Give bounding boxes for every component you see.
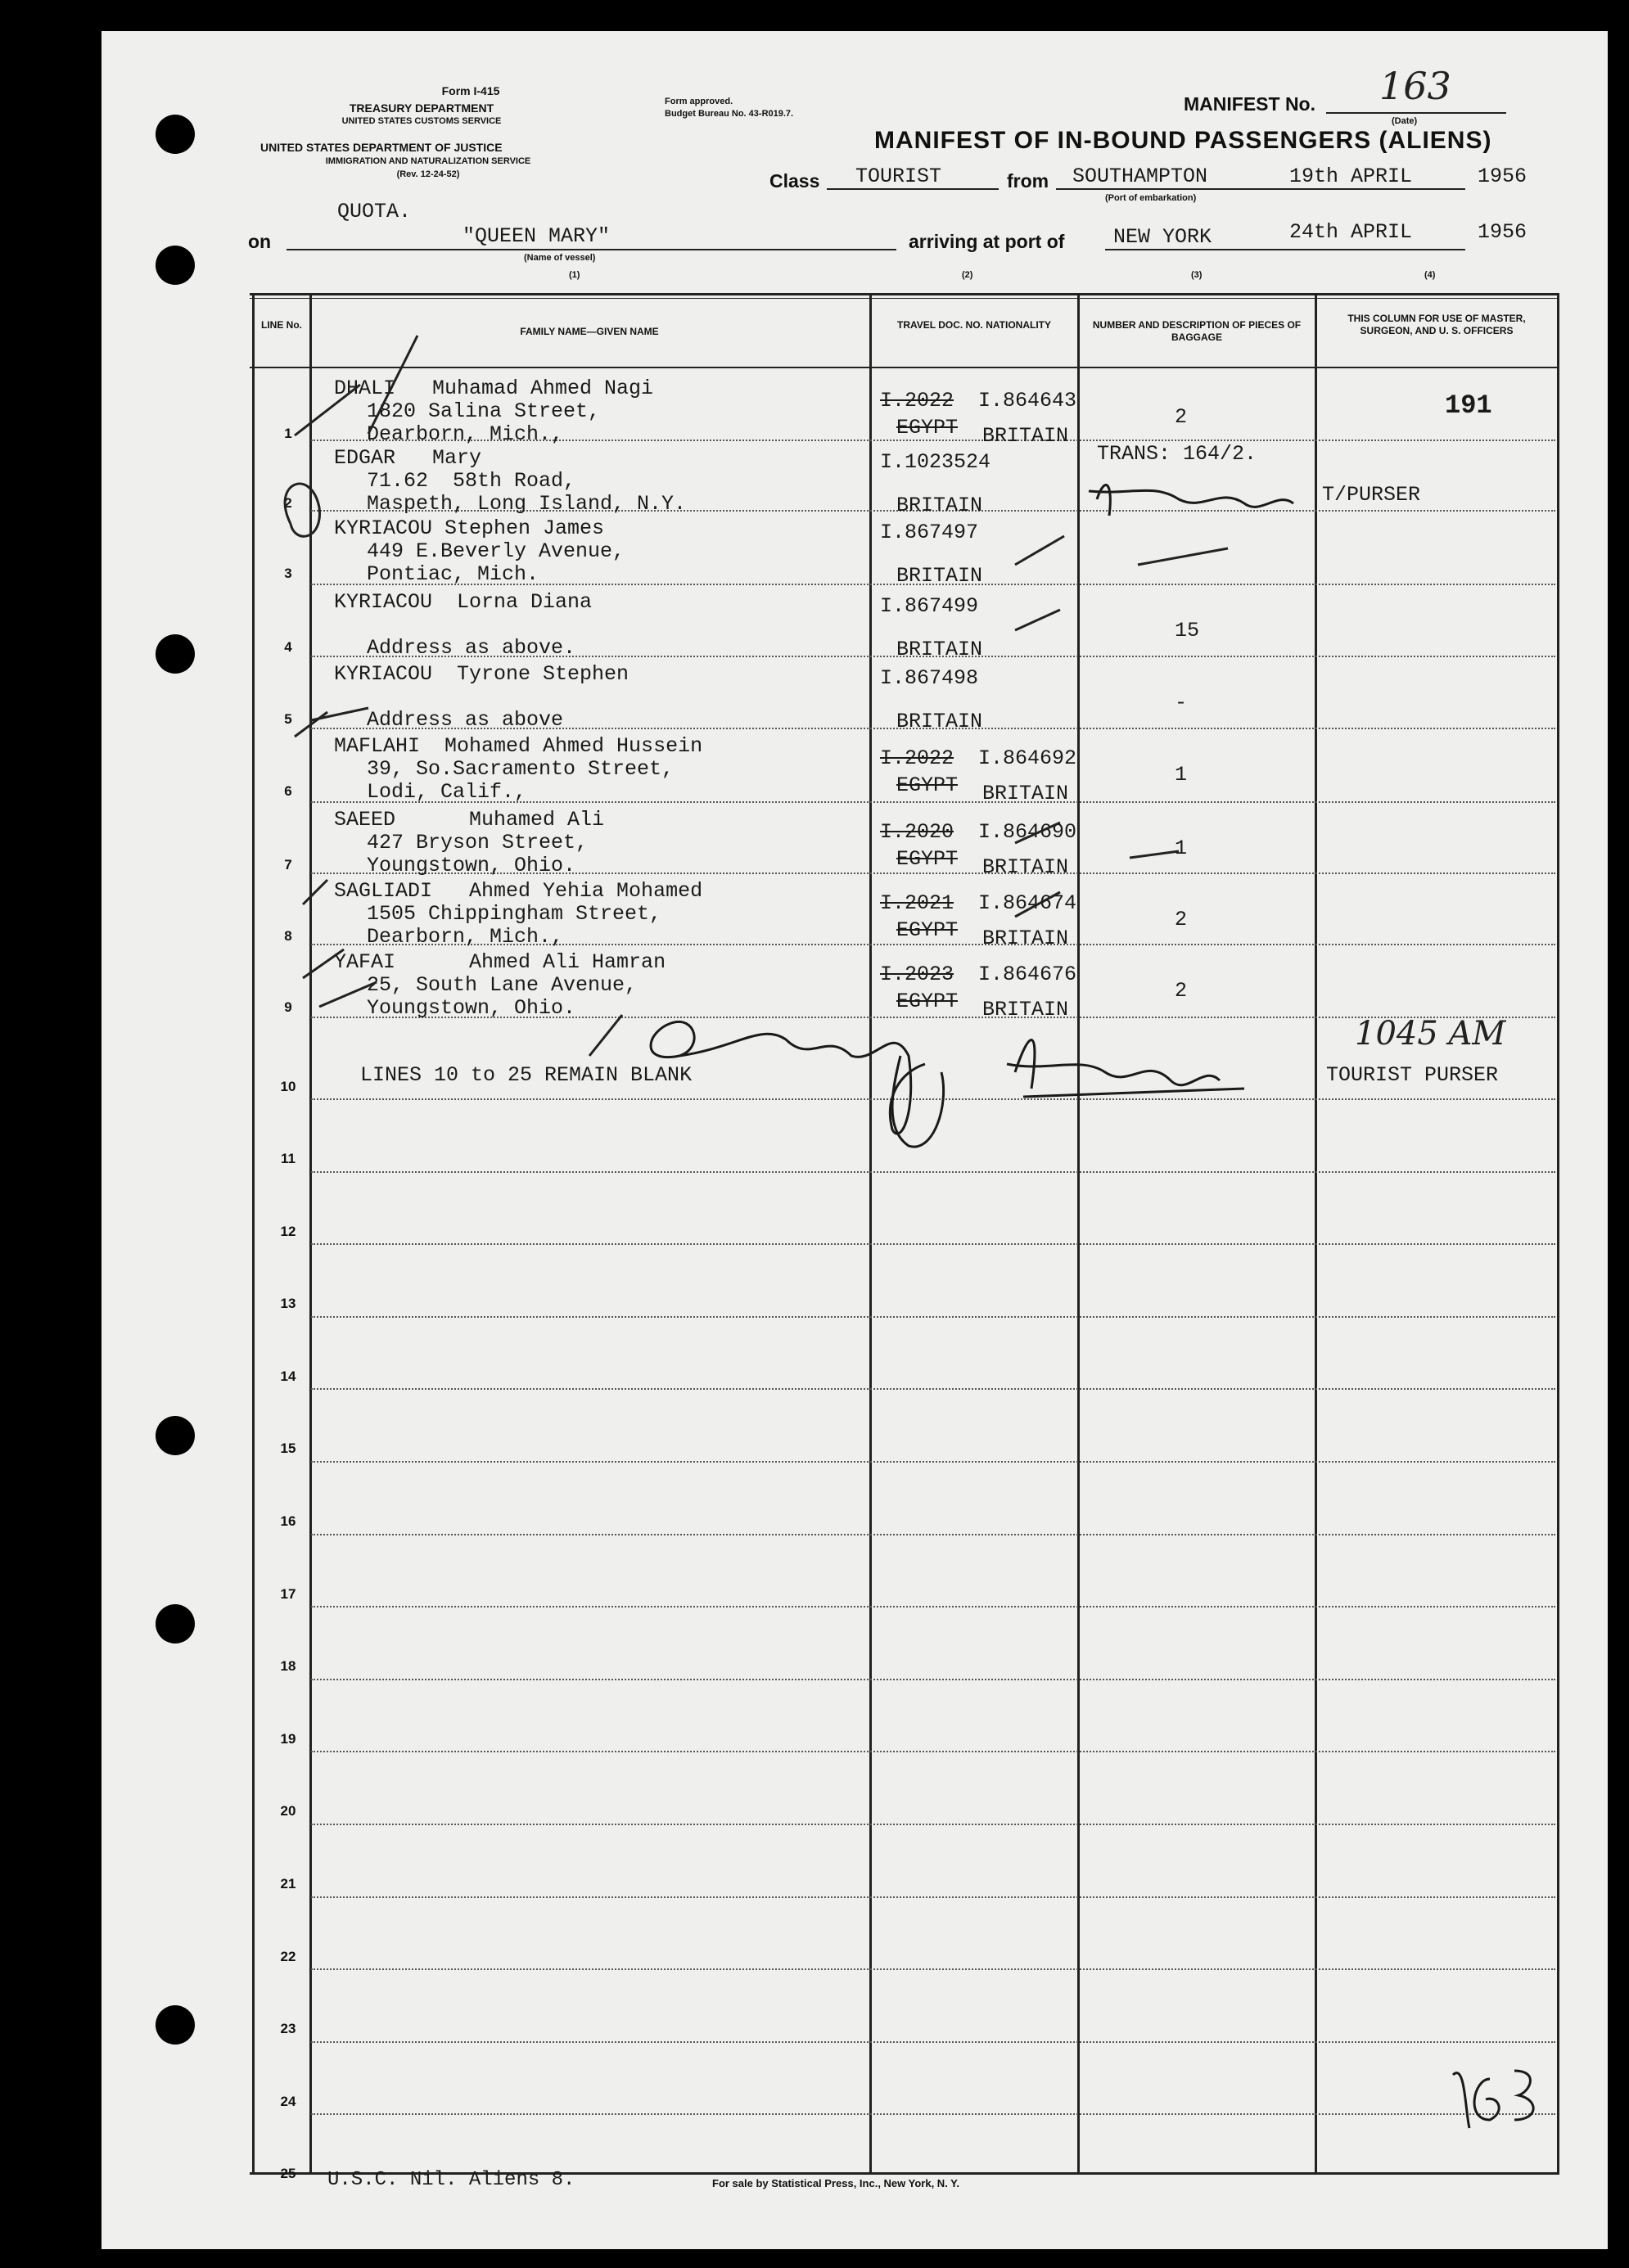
page-title: MANIFEST OF IN-BOUND PASSENGERS (ALIENS) [874,127,1492,154]
address-line: Maspeth, Long Island, N.Y. [367,492,687,516]
baggage: 2 [1175,405,1188,429]
page-number-handwritten [1453,2071,1533,2128]
tourist-purser: TOURIST PURSER [1326,1063,1499,1087]
col-index-4: (4) [1424,270,1436,280]
travel-doc-number: I.867498 [880,666,979,690]
line-number: 3 [284,566,292,581]
footer-printer: For sale by Statistical Press, Inc., New York, N. Y. [712,2177,960,2189]
address-line: Dearborn, Mich., [367,422,564,446]
passenger-name: SAGLIADI Ahmed Yehia Mohamed [334,879,703,903]
vessel-label: (Name of vessel) [524,253,596,263]
date-label: (Date) [1392,116,1418,126]
line-number: 8 [284,928,292,944]
vessel-name: "QUEEN MARY" [463,224,611,248]
stamp-time: 1045 AM [1355,1015,1506,1053]
address-line: 39, So.Sacramento Street, [367,757,675,781]
budget-bureau: Budget Bureau No. 43-R019.7. [665,109,794,119]
nationality-crossed: EGYPT [896,773,959,797]
travel-doc-number: I.864676 [978,963,1077,986]
nationality: BRITAIN [982,927,1069,950]
col-header-name: FAMILY NAME—GIVEN NAME [520,326,659,337]
col-index-2: (2) [962,270,973,280]
line-number: 15 [280,1441,296,1456]
address-line: Address as above. [367,636,576,660]
passenger-name: EDGAR Mary [334,446,482,470]
line-number: 16 [280,1513,296,1529]
nationality: BRITAIN [896,494,983,517]
officer-note: 191 [1445,390,1492,421]
line-number: 10 [280,1079,296,1094]
manifest-number: 163 [1379,64,1451,108]
col-header-officers: THIS COLUMN FOR USE OF MASTER, SURGEON, AND U. S. OFFICERS [1347,313,1526,336]
travel-doc-number: I.864692 [978,746,1077,770]
passenger-name: YAFAI Ahmed Ali Hamran [334,950,666,974]
address-line: 449 E.Beverly Avenue, [367,539,625,563]
line-number: 7 [284,857,292,872]
address-line: Dearborn, Mich., [367,925,564,949]
line-number: 23 [280,2021,296,2036]
baggage: 1 [1175,763,1188,787]
passenger-name: KYRIACOU Tyrone Stephen [334,662,629,686]
address-line: Youngstown, Ohio. [367,854,576,877]
passenger-name: MAFLAHI Mohamed Ahmed Hussein [334,734,703,758]
arrival-port: NEW YORK [1113,225,1212,249]
travel-doc-number: I.864643 [978,389,1077,413]
rev-date: (Rev. 12-24-52) [396,169,460,179]
class-label: Class [769,170,820,192]
nationality-crossed: EGYPT [896,990,959,1013]
travel-doc-number: I.864674 [978,891,1077,915]
line-number: 20 [280,1803,296,1819]
line-number: 1 [284,426,292,441]
travel-doc-number: I.1023524 [880,450,991,474]
passenger-name: KYRIACOU Lorna Diana [334,590,593,614]
line-number: 6 [284,783,292,799]
col-header-baggage: NUMBER AND DESCRIPTION OF PIECES OF BAGGAGE [1092,319,1302,343]
nationality-crossed: EGYPT [896,416,959,440]
passenger-name: DHALI Muhamad Ahmed Nagi [334,376,654,400]
form-number: Form I-415 [441,84,500,97]
embark-year: 1956 [1478,165,1527,188]
travel-doc-number: I.864690 [978,820,1077,844]
address-line: 1820 Salina Street, [367,399,601,423]
arriving-label: arriving at port of [909,231,1065,252]
line-number: 24 [280,2094,296,2109]
arrival-date: 24th APRIL [1289,220,1413,244]
from-value: SOUTHAMPTON [1072,165,1208,188]
line-number: 4 [284,639,292,655]
nationality: BRITAIN [896,638,983,661]
travel-doc-number: I.867499 [880,594,979,618]
line-number: 2 [284,495,292,511]
embark-date: 19th APRIL [1289,165,1413,188]
nationality: BRITAIN [982,855,1069,879]
address-line: 427 Bryson Street, [367,831,589,854]
address-line: Youngstown, Ohio. [367,996,576,1020]
line-number: 25 [280,2166,296,2181]
form-approved: Form approved. [665,97,733,106]
line-number: 19 [280,1731,296,1747]
line-number: 18 [280,1658,296,1674]
from-label: from [1007,170,1049,192]
baggage: 15 [1175,619,1200,643]
travel-doc-crossed: I.2020 [880,820,954,844]
officer-note: T/PURSER [1322,483,1421,507]
line-number: 17 [280,1586,296,1602]
on-label: on [248,231,272,252]
travel-doc-number: I.867497 [880,521,979,544]
baggage: - [1175,545,1188,569]
col-header-travel: TRAVEL DOC. NO. NATIONALITY [897,319,1051,331]
col-header-line: LINE No. [261,319,302,331]
travel-doc-crossed: I.2022 [880,746,954,770]
col-index-1: (1) [569,270,580,280]
travel-doc-crossed: I.2022 [880,389,954,413]
passenger-name: SAEED Muhamed Ali [334,808,605,832]
address-line: Lodi, Calif., [367,780,527,804]
manifest-no-label: MANIFEST No. [1184,93,1315,115]
address-line: Address as above [367,708,564,732]
nationality: BRITAIN [982,998,1069,1021]
line-number: 11 [281,1151,296,1166]
baggage: 2 [1175,908,1188,931]
nationality: BRITAIN [982,782,1069,805]
customs-service: UNITED STATES CUSTOMS SERVICE [341,116,502,126]
nationality-crossed: EGYPT [896,918,959,942]
remain-blank-text: LINES 10 to 25 REMAIN BLANK [360,1063,693,1087]
address-line: 1505 Chippingham Street, [367,902,662,926]
travel-doc-crossed: I.2021 [880,891,954,915]
nationality: BRITAIN [896,710,983,733]
line-number: 9 [284,999,292,1015]
treasury-dept: TREASURY DEPARTMENT [349,101,494,115]
quota-label: QUOTA. [337,200,412,223]
line-number: 21 [280,1876,296,1892]
address-line: Pontiac, Mich. [367,562,539,586]
nationality: BRITAIN [896,564,983,588]
address-line: 71.62 58th Road, [367,469,576,493]
footer-aliens: U.S.C. Nil. Aliens 8. [327,2169,575,2191]
baggage: 1 [1175,836,1188,860]
line-number: 14 [280,1368,296,1384]
baggage: TRANS: 164/2. [1097,442,1257,466]
col-index-3: (3) [1191,270,1203,280]
nationality-crossed: EGYPT [896,847,959,871]
address-line: 25, South Lane Avenue, [367,973,638,997]
line-number: 22 [280,1949,296,1964]
passenger-name: KYRIACOU Stephen James [334,516,605,540]
justice-dept: UNITED STATES DEPARTMENT OF JUSTICE [260,141,503,154]
line-number: 13 [280,1296,296,1311]
baggage: 2 [1175,979,1188,1003]
travel-doc-crossed: I.2023 [880,963,954,986]
nationality: BRITAIN [982,424,1069,448]
baggage: - [1175,691,1188,715]
ins-service: IMMIGRATION AND NATURALIZATION SERVICE [325,156,531,166]
class-value: TOURIST [855,165,942,188]
line-number: 5 [284,711,292,727]
port-embark-label: (Port of embarkation) [1105,193,1197,203]
arrival-year: 1956 [1478,220,1527,244]
line-number: 12 [280,1224,296,1239]
